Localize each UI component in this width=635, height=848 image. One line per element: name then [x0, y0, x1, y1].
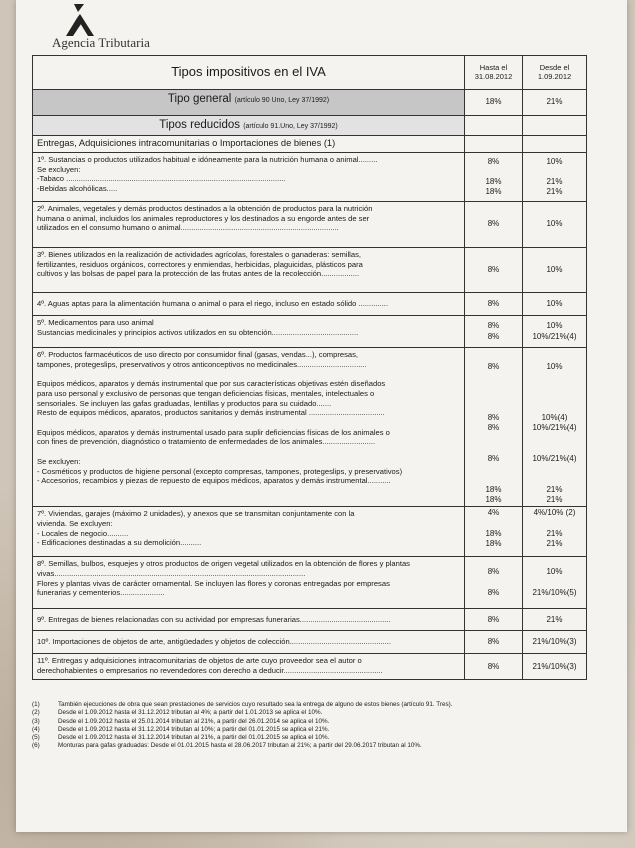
rate-cell: 4%/10% (2) 21% 21% — [523, 507, 587, 557]
vat-rates-table — [32, 55, 587, 680]
agency-name: Agencia Tributaria — [52, 35, 150, 50]
rate-cell: 10% 21%/10%(5) — [523, 557, 587, 609]
agencia-tributaria-logo — [44, 2, 114, 38]
rate-cell: 8% — [465, 202, 523, 248]
rate-cell: 8% — [465, 654, 523, 680]
row-item-8: 8º. Semillas, bulbos, esquejes y otros productos de origen vegetal utilizados en la obtención de flores y plantas vivas....................................................................................................................... Flores y plantas vivas de carácter ornamental. Se incluyen las flores y coronas entregadas por empresas funerarias y cementerios..................... — [33, 557, 465, 609]
footnote: (2) Desde el 1.09.2012 hasta el 31.12.2012 tributan al 4%; a partir del 1.01.2013 se aplica el 10%. — [32, 709, 323, 717]
row-item-11: 11º. Entregas y adquisiciones intracomunitarias de objetos de arte cuyo proveedor sea el autor o derechohabientes o empresarios no revendedores con derecho a deducir............................................... — [33, 654, 465, 680]
rate-cell: 10% 21% 21% — [523, 153, 587, 202]
rate-cell: 10% — [523, 248, 587, 293]
rate-cell: 8% — [465, 248, 523, 293]
section-general: Tipo general (artículo 90 Uno, Ley 37/1992) — [33, 90, 465, 116]
rate-cell: 8% — [465, 631, 523, 654]
rate-cell: 10% 10%/21%(4) — [523, 316, 587, 348]
rate-cell: 10% — [523, 293, 587, 316]
table-title: Tipos impositivos en el IVA — [33, 56, 465, 90]
row-item-2: 2º. Animales, vegetales y demás productos destinados a la obtención de productos para la nutrición humana o animal, incluidos los animales reproductores y los destinados a su engorde antes de ser utilizados en el consumo humano o animal........................................................................... — [33, 202, 465, 248]
rate-cell: 8% 18% 18% — [465, 153, 523, 202]
footnote: (3) Desde el 1.09.2012 hasta el 25.01.2014 tributan al 21%, a partir del 26.01.2014 se aplica el 10%. — [32, 717, 330, 725]
rate-cell: 8% 8% — [465, 557, 523, 609]
row-item-3: 3º. Bienes utilizados en la realización de actividades agrícolas, forestales o ganaderas: semillas, fertilizantes, residuos orgánicos, correctores y enmiendas, herbicidas, plaguicidas, plásticos para cultivos y las bolsas de papel para la protección de las frutas antes de la recolección.................. — [33, 248, 465, 293]
rate-cell: 8% — [465, 293, 523, 316]
row-item-10: 10º. Importaciones de objetos de arte, antigüedades y objetos de colección................................................ — [33, 631, 465, 654]
rate-cell: 4% 18% 18% — [465, 507, 523, 557]
rate-cell: 8% 8% — [465, 316, 523, 348]
row-item-4: 4º. Aguas aptas para la alimentación humana o animal o para el riego, incluso en estado sólido .............. — [33, 293, 465, 316]
footnote: (4) Desde el 1.09.2012 hasta el 31.12.2014 tributan al 10%; a partir del 01.01.2015 se aplica el 21%. — [32, 725, 330, 733]
rate-cell: 21%/10%(3) — [523, 654, 587, 680]
rate-cell: 8% — [465, 609, 523, 631]
rate-cell: 21%/10%(3) — [523, 631, 587, 654]
row-item-9: 9º. Entregas de bienes relacionadas con su actividad por empresas funerarias........................................... — [33, 609, 465, 631]
section-supplies: Entregas, Adquisiciones intracomunitarias o Importaciones de bienes (1) — [33, 136, 465, 153]
section-reduced: Tipos reducidos (artículo 91.Uno, Ley 37/1992) — [33, 116, 465, 136]
row-item-6: 6º. Productos farmacéuticos de uso directo por consumidor final (gasas, vendas...), compresas, tampones, protegeslips, preservativos y otros anticonceptivos no medicinales................................. Equipos médicos, aparatos y demás instrumental que por sus características objetivas estén diseñados para uso personal y exclusivo de personas que tengan deficiencias físicas, mentales, intelectuales o sensoriales. Se incluyen las gafas graduadas, lentillas y productos para su cuidado....... Resto de equipos médicos, aparatos, productos sanitarios y demás instrumental .................................... Equipos médicos, aparatos y demás instrumental usado para suplir deficiencias físicas de los animales o con fines de prevención, diagnóstico o tratamiento de enfermedades de los animales......................... Se excluyen: - Cosméticos y productos de higiene personal (excepto compresas, tampones, protegeslips, y preservativos) - Accesorios, recambios y piezas de repuesto de equipos médicos, aparatos y demás instrumental........... — [33, 348, 465, 507]
row-item-7: 7º. Viviendas, garajes (máximo 2 unidades), y anexos que se transmitan conjuntamente con la vivienda. Se excluyen: - Locales de negocio.......... - Edificaciones destinadas a su demolición.......... — [33, 507, 465, 557]
footnote: (5) Desde el 1.09.2012 hasta el 31.12.2014 tributan al 21%, a partir del 01.01.2015 se aplica el 10%. — [32, 734, 330, 742]
rate-cell: 10% 10%(4) 10%/21%(4) 10%/21%(4) 21% 21% — [523, 348, 587, 507]
row-item-5: 5º. Medicamentos para uso animal Sustancias medicinales y principios activos utilizados en su obtención......................................... — [33, 316, 465, 348]
rate-cell: 21% — [523, 609, 587, 631]
footnote: (6) Monturas para gafas graduadas: Desde el 01.01.2015 hasta el 28.06.2017 tributan al 21%; a partir del 29.06.2017 tributan al 10%. — [32, 742, 422, 750]
footnotes — [32, 701, 586, 751]
rate-cell: 8% 8% 8% 8% 18% 18% — [465, 348, 523, 507]
row-item-1: 1º. Sustancias o productos utilizados habitual e idóneamente para la nutrición humana o animal......... Se excluyen: -Tabaco ........................................................................................................ -Bebidas alcohólicas..... — [33, 153, 465, 202]
footnote: (1) También ejecuciones de obra que sean prestaciones de servicios cuyo resultado sea la entrega de alguno de estos bienes (artículo 91. Tres). — [32, 701, 453, 708]
column-header-until: Hasta el 31.08.2012 — [465, 56, 523, 90]
column-header-from: Desde el 1.09.2012 — [523, 56, 587, 90]
rate-cell: 10% — [523, 202, 587, 248]
rate-cell: 18% — [465, 90, 523, 116]
rate-cell: 21% — [523, 90, 587, 116]
